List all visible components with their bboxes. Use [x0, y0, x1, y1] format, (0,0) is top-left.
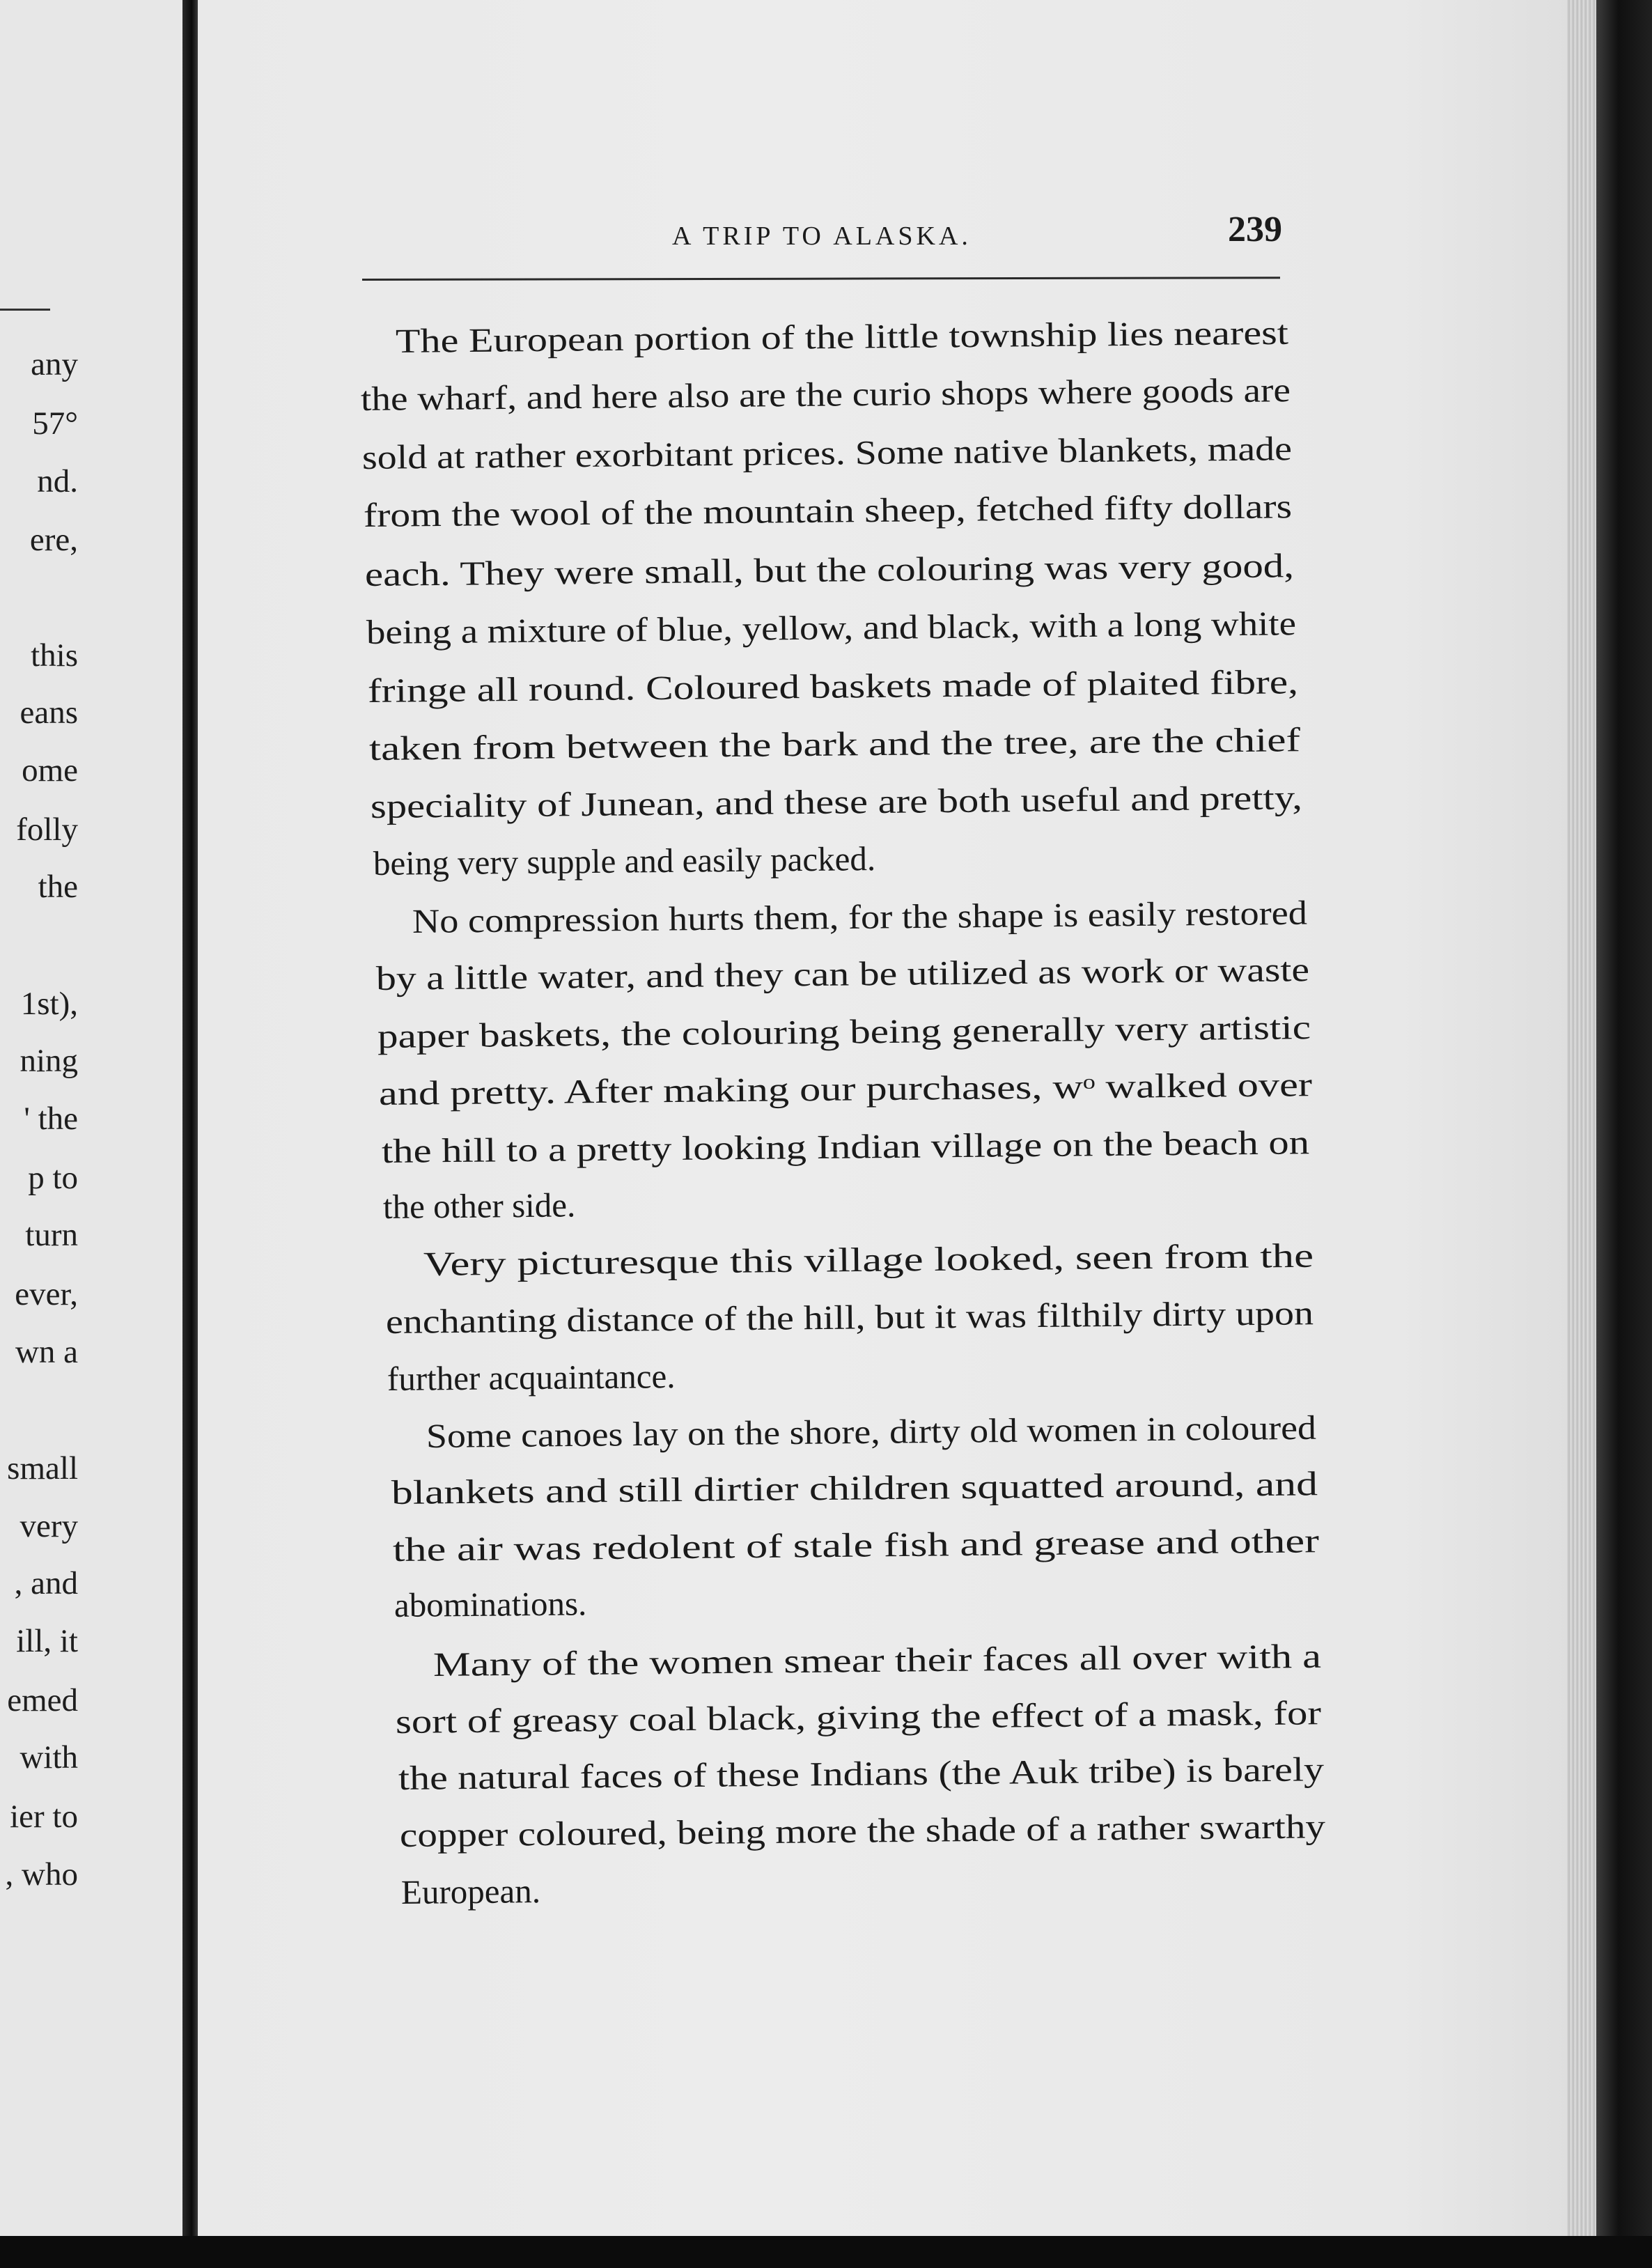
left-page-line-fragment: ere, — [29, 522, 78, 558]
left-page-line-fragment: this — [31, 637, 78, 674]
book-cover-edge — [1596, 0, 1652, 2268]
body-text-line: sort of greasy coal black, giving the effect of a mask, for — [395, 1693, 1322, 1741]
left-page-line-fragment: eans — [20, 694, 78, 731]
body-text-line: further acquaintance. — [387, 1357, 676, 1398]
body-text-line: the wharf, and here also are the curio shops where goods are — [360, 371, 1291, 418]
left-page-line-fragment: wn a — [15, 1334, 78, 1370]
left-page-line-fragment: with — [20, 1739, 78, 1776]
body-text-line: the other side. — [382, 1186, 576, 1226]
left-page-line-fragment: the — [38, 869, 78, 905]
body-text-line: by a little water, and they can be utilized as work or waste — [375, 950, 1310, 997]
left-page-line-fragment: ill, it — [16, 1623, 78, 1659]
scan-bottom-border — [0, 2236, 1652, 2268]
body-text-line: sold at rather exorbitant prices. Some native blankets, made — [361, 429, 1293, 476]
left-page-line-fragment: turn — [25, 1217, 78, 1253]
body-text-line: and pretty. After making our purchases, wᵒ walked over — [378, 1065, 1313, 1112]
page-number: 239 — [1228, 210, 1282, 249]
left-page-line-fragment: folly — [16, 811, 78, 848]
body-text-line: Very picturesque this village looked, seen from the — [423, 1236, 1314, 1283]
book-gutter — [182, 0, 198, 2268]
body-text-line: blankets and still dirtier children squatted around, and — [391, 1464, 1318, 1512]
body-text-line: the air was redolent of stale fish and grease and other — [392, 1521, 1320, 1569]
left-page-line-fragment: ier to — [10, 1799, 78, 1835]
left-facing-page — [0, 0, 182, 2268]
body-text-line: No compression hurts them, for the shape is easily restored — [412, 893, 1308, 940]
left-page-line-fragment: ever, — [15, 1276, 78, 1312]
body-text-line: The European portion of the little township lies nearest — [395, 313, 1289, 360]
left-page-line-fragment: ' the — [24, 1101, 78, 1137]
running-head-title: A TRIP TO ALASKA. — [672, 222, 972, 251]
left-page-line-fragment: , and — [14, 1565, 78, 1601]
body-text-line: from the wool of the mountain sheep, fetched fifty dollars — [363, 487, 1293, 534]
body-text-line: the hill to a pretty looking Indian village on the beach on — [381, 1123, 1310, 1170]
body-text-line: fringe all round. Coloured baskets made of plaited fibre, — [367, 662, 1299, 710]
body-text-line: taken from between the bark and the tree, are the chief — [368, 720, 1301, 768]
body-text-line: being a mixture of blue, yellow, and black, with a long white — [366, 604, 1297, 651]
body-text-line: abominations. — [393, 1584, 587, 1624]
body-text-line: European. — [400, 1872, 541, 1911]
body-text-line: Some canoes lay on the shore, dirty old women in coloured — [426, 1408, 1317, 1455]
left-page-line-fragment: 1st), — [20, 986, 78, 1022]
page-fore-edge — [1567, 0, 1596, 2236]
body-text-line: being very supple and easily packed. — [373, 839, 876, 883]
left-page-line-fragment: ning — [20, 1043, 78, 1079]
left-page-line-fragment: p to — [28, 1160, 78, 1196]
left-page-line-fragment: ome — [22, 752, 78, 789]
left-page-header-rule — [0, 309, 50, 311]
left-page-line-fragment: very — [20, 1508, 78, 1544]
left-page-line-fragment: small — [7, 1450, 78, 1486]
body-text-line: the natural faces of these Indians (the Auk tribe) is barely — [398, 1750, 1325, 1797]
body-text-line: speciality of Junean, and these are both useful and pretty, — [370, 778, 1303, 825]
left-page-line-fragment: emed — [7, 1682, 78, 1718]
left-page-line-fragment: , who — [5, 1856, 78, 1893]
left-page-line-fragment: nd. — [37, 463, 78, 499]
body-text-line: paper baskets, the colouring being generally very artistic — [377, 1008, 1311, 1055]
left-page-line-fragment: 57° — [32, 405, 78, 442]
left-page-line-fragment: any — [31, 346, 78, 382]
body-text-line: each. They were small, but the colouring was very good, — [364, 546, 1295, 593]
body-text-line: Many of the women smear their faces all over with a — [433, 1636, 1322, 1684]
body-text-line: copper coloured, being more the shade of a rather swarthy — [399, 1807, 1326, 1854]
body-text-line: enchanting distance of the hill, but it was filthily dirty upon — [385, 1294, 1314, 1341]
